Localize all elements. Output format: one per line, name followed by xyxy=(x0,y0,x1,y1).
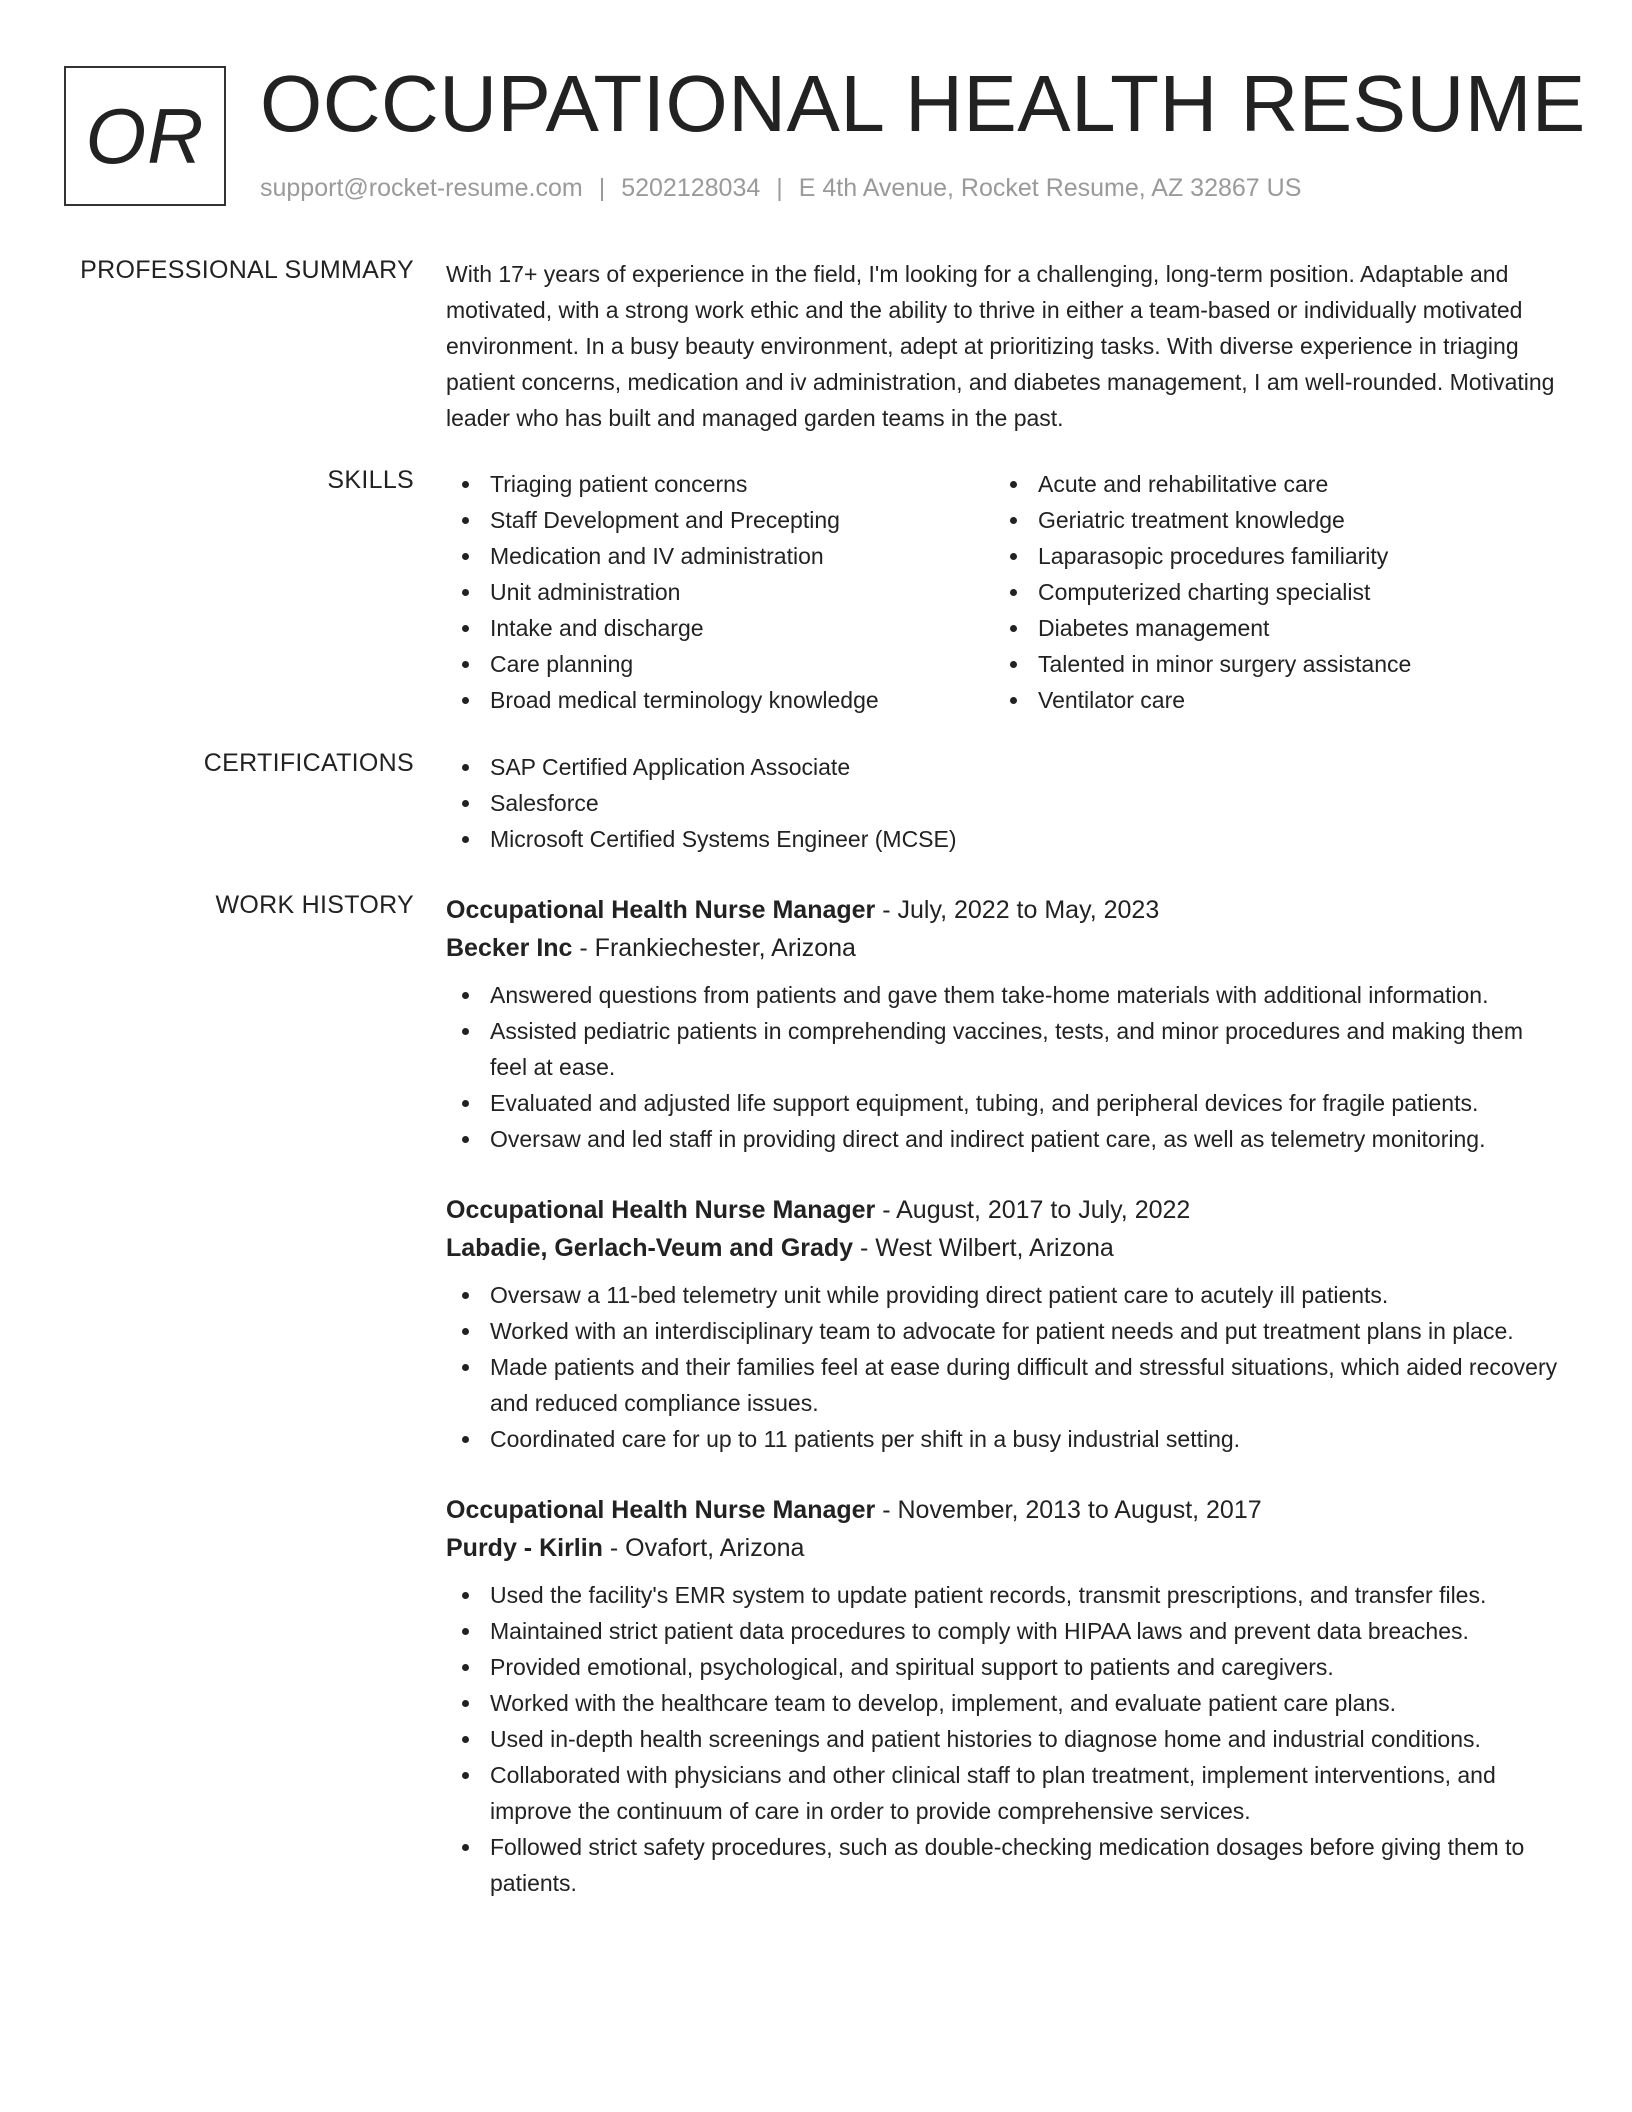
job-heading xyxy=(446,1491,1566,1529)
job-company: Purdy - Kirlin xyxy=(446,1534,603,1562)
job-duty: Assisted pediatric patients in comprehending vaccines, tests, and minor procedures and making them feel at ease. xyxy=(446,1013,1566,1085)
job-duty: Oversaw and led staff in providing direct and indirect patient care, as well as telemetry monitoring. xyxy=(446,1121,1566,1157)
skill-item: Acute and rehabilitative care xyxy=(994,466,1542,502)
contact-separator: | xyxy=(598,174,606,202)
resume-title: OCCUPATIONAL HEALTH RESUME xyxy=(260,59,1586,148)
job-employer xyxy=(446,929,1566,967)
job-entry xyxy=(446,1491,1566,1901)
skill-item: Diabetes management xyxy=(994,610,1542,646)
contact-email: support@rocket-resume.com xyxy=(260,174,583,202)
skill-item: Care planning xyxy=(446,646,994,682)
certification-item: Microsoft Certified Systems Engineer (MCSE) xyxy=(446,821,1566,857)
job-duty: Worked with an interdisciplinary team to advocate for patient needs and put treatment plans in place. xyxy=(446,1313,1566,1349)
skill-item: Triaging patient concerns xyxy=(446,466,994,502)
job-duty: Evaluated and adjusted life support equipment, tubing, and peripheral devices for fragile patients. xyxy=(446,1085,1566,1121)
skill-item: Talented in minor surgery assistance xyxy=(994,646,1542,682)
job-duty: Provided emotional, psychological, and spiritual support to patients and caregivers. xyxy=(446,1649,1566,1685)
job-duty: Used the facility's EMR system to update patient records, transmit prescriptions, and transfer files. xyxy=(446,1577,1566,1613)
skills-body xyxy=(446,466,1566,718)
skill-item: Staff Development and Precepting xyxy=(446,502,994,538)
monogram-box xyxy=(64,66,226,206)
job-company: Becker Inc xyxy=(446,934,573,962)
job-company: Labadie, Gerlach-Veum and Grady xyxy=(446,1234,854,1262)
job-duty: Worked with the healthcare team to develop, implement, and evaluate patient care plans. xyxy=(446,1685,1566,1721)
job-duties xyxy=(446,1577,1566,1901)
job-duty: Coordinated care for up to 11 patients per shift in a busy industrial setting. xyxy=(446,1421,1566,1457)
skills-columns xyxy=(446,466,1566,718)
job-duty: Collaborated with physicians and other clinical staff to plan treatment, implement interventions, and improve the continuum of care in order to provide comprehensive services. xyxy=(446,1757,1566,1829)
skill-item: Medication and IV administration xyxy=(446,538,994,574)
job-duty: Followed strict safety procedures, such as double-checking medication dosages before giving them to patients. xyxy=(446,1829,1566,1901)
skill-item: Ventilator care xyxy=(994,682,1542,718)
contact-phone: 5202128034 xyxy=(621,174,761,202)
certifications-list xyxy=(446,749,1566,857)
contact-line xyxy=(260,174,1301,203)
summary-text: With 17+ years of experience in the field, I'm looking for a challenging, long-term position. Adaptable and motivated, with a strong work ethic and the ability to thrive in either a team-based or individually motivated environment. In a busy beauty environment, adept at prioritizing tasks. With diverse experience in triaging patient concerns, medication and iv administration, and diabetes management, I am well-rounded. Motivating leader who has built and managed garden teams in the past. xyxy=(446,261,1555,431)
skills-left-list xyxy=(446,466,994,718)
job-duty: Oversaw a 11-bed telemetry unit while providing direct patient care to acutely ill patients. xyxy=(446,1277,1566,1313)
job-duty: Used in-depth health screenings and patient histories to diagnose home and industrial conditions. xyxy=(446,1721,1566,1757)
job-title: Occupational Health Nurse Manager xyxy=(446,1196,876,1224)
monogram-initials: OR xyxy=(85,91,205,180)
summary-body xyxy=(446,256,1566,436)
job-duties xyxy=(446,977,1566,1157)
summary-label: PROFESSIONAL SUMMARY xyxy=(80,256,414,284)
job-location: - Frankiechester, Arizona xyxy=(572,934,856,962)
job-employer xyxy=(446,1229,1566,1267)
job-heading xyxy=(446,1191,1566,1229)
job-entry xyxy=(446,1191,1566,1457)
certifications-label: CERTIFICATIONS xyxy=(203,749,414,777)
job-dates: - July, 2022 to May, 2023 xyxy=(875,896,1160,924)
work-body xyxy=(446,891,1566,1935)
job-heading xyxy=(446,891,1566,929)
job-dates: - November, 2013 to August, 2017 xyxy=(875,1496,1262,1524)
skill-item: Unit administration xyxy=(446,574,994,610)
job-duties xyxy=(446,1277,1566,1457)
job-duty: Maintained strict patient data procedures to comply with HIPAA laws and prevent data breaches. xyxy=(446,1613,1566,1649)
skill-item: Intake and discharge xyxy=(446,610,994,646)
job-title: Occupational Health Nurse Manager xyxy=(446,1496,876,1524)
certification-item: Salesforce xyxy=(446,785,1566,821)
work-label: WORK HISTORY xyxy=(215,891,414,919)
job-title: Occupational Health Nurse Manager xyxy=(446,896,876,924)
certifications-body xyxy=(446,749,1566,857)
job-entry xyxy=(446,891,1566,1157)
job-location: - West Wilbert, Arizona xyxy=(853,1234,1114,1262)
job-dates: - August, 2017 to July, 2022 xyxy=(875,1196,1191,1224)
skill-item: Broad medical terminology knowledge xyxy=(446,682,994,718)
job-duty: Made patients and their families feel at ease during difficult and stressful situations, which aided recovery and reduced compliance issues. xyxy=(446,1349,1566,1421)
job-location: - Ovafort, Arizona xyxy=(602,1534,805,1562)
contact-address: E 4th Avenue, Rocket Resume, AZ 32867 US xyxy=(798,174,1302,202)
certification-item: SAP Certified Application Associate xyxy=(446,749,1566,785)
skill-item: Geriatric treatment knowledge xyxy=(994,502,1542,538)
skill-item: Laparasopic procedures familiarity xyxy=(994,538,1542,574)
job-duty: Answered questions from patients and gave them take-home materials with additional information. xyxy=(446,977,1566,1013)
skill-item: Computerized charting specialist xyxy=(994,574,1542,610)
job-employer xyxy=(446,1529,1566,1567)
skills-label: SKILLS xyxy=(327,466,414,494)
skills-right-list xyxy=(994,466,1542,718)
contact-separator: | xyxy=(776,174,783,202)
